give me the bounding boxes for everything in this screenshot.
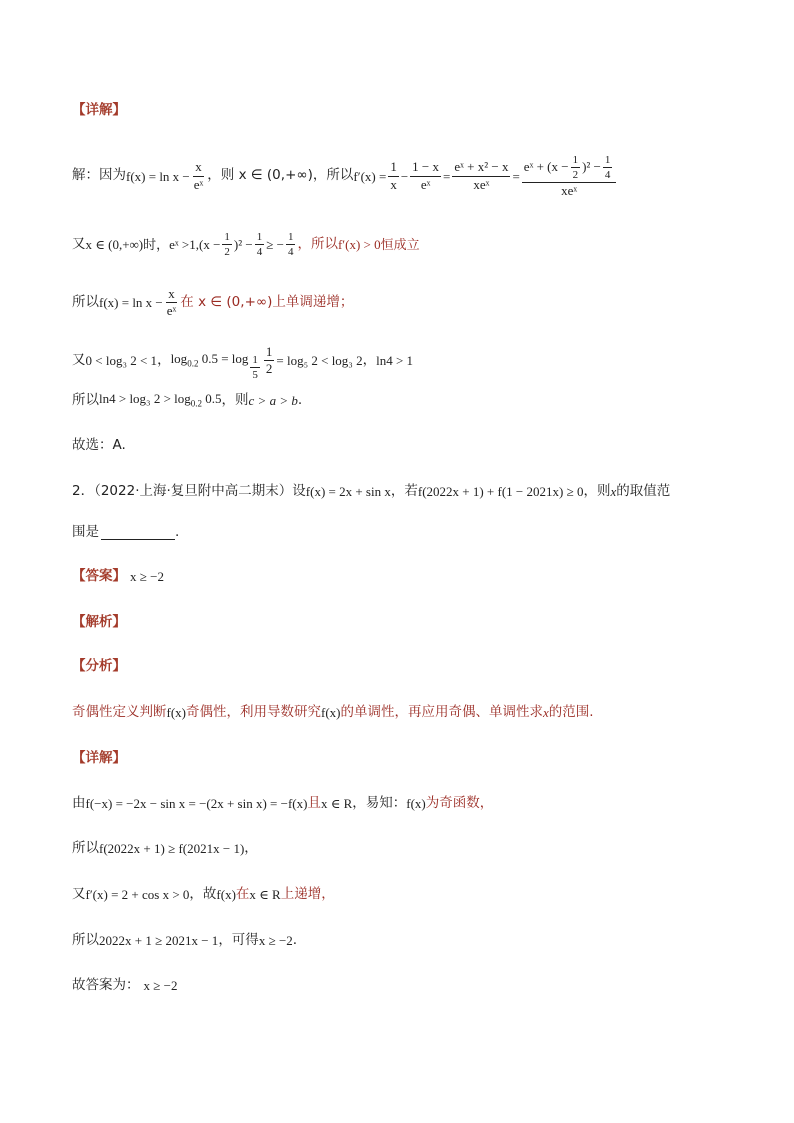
section-header-detail-2: 【详解】 bbox=[72, 750, 126, 766]
answer-line: 【答案】 x ≥ −2 bbox=[72, 568, 164, 585]
analysis-text: 奇偶性定义判断 f(x) 奇偶性，利用导数研究 f(x) 的单调性，再应用奇偶、单调性求 x 的范围. bbox=[72, 704, 594, 721]
section-header-fenxi: 【分析】 bbox=[72, 658, 126, 674]
section-header-analysis: 【解析】 bbox=[72, 614, 126, 630]
fraction: $\frac{x}{\text{eˣ}}$ bbox=[193, 159, 204, 192]
final-answer-line: 故答案为： x ≥ −2 bbox=[72, 977, 178, 994]
answer-blank bbox=[101, 526, 175, 540]
inequality-line: 又 x ∈ (0,+∞)时， eˣ >1,(x − $\frac{1}{2}$ )² − $\frac{1}{4}$ ≥ − $\frac{1}{4}$ ，所以 f′(x) > 0恒成立 bbox=[72, 231, 420, 259]
monotonic-line: 所以 f(x) = ln x − $\frac{x}{\text{eˣ}}$ 在 x ∈ (0,+∞)上单调递增； bbox=[72, 286, 354, 319]
detail-line-2: 所以 f(2022x + 1) ≥ f(2021x − 1) ， bbox=[72, 840, 258, 857]
log-comparison-line: 又 0 < log₃ 2 < 1 ， $\log_{0.2} 0.5 = \log$ $\frac{1}{5}$ $\frac{1}{2}$ = log₅ 2 < log₃ 2 ， ln4 > 1 bbox=[72, 343, 414, 382]
detail-line-1: 由 f(−x) = −2x − sin x = −(2x + sin x) = −f(x) 且 x ∈ R ，易知： f(x) 为奇函数， bbox=[72, 795, 494, 812]
detail-line-3: 又 f′(x) = 2 + cos x > 0 ，故 f(x) 在 x ∈ R 上递增， bbox=[72, 886, 335, 903]
question-2-line-2: 围是 . bbox=[72, 524, 180, 541]
choice-line: 故选：A. bbox=[72, 437, 126, 453]
question-2-line-1: 2．（2022·上海·复旦附中高二期末）设 f(x) = 2x + sin x ，若 f(2022x + 1) + f(1 − 2021x) ≥ 0 ，则 x 的取值范 bbox=[72, 483, 671, 500]
derivative-line: 解：因为 f(x) = ln x − $\frac{x}{\text{eˣ}}$ ，则 x ∈ (0,+∞)，所以 f′(x) = $\frac{1}{x}$ − $\frac{1 - x}{\text{eˣ}}$ = $\frac{\text{eˣ + x² − x}}{\text{xeˣ}}$ = eˣ + (x − $\frac{1}{2}$ )² − $\frac{1}{4}$ xeˣ bbox=[72, 154, 618, 198]
final-fraction: eˣ + (x − $\frac{1}{2}$ )² − $\frac{1}{4}$ xeˣ bbox=[522, 154, 617, 198]
section-header-detail: 【详解】 bbox=[72, 102, 126, 118]
detail-line-4: 所以 2022x + 1 ≥ 2021x − 1 ，可得 x ≥ −2 . bbox=[72, 932, 298, 949]
conclusion-line: 所以 ln4 > log₃ $2 > \log_{0.2} 0.5$ ，则 c > a > b . bbox=[72, 391, 303, 409]
